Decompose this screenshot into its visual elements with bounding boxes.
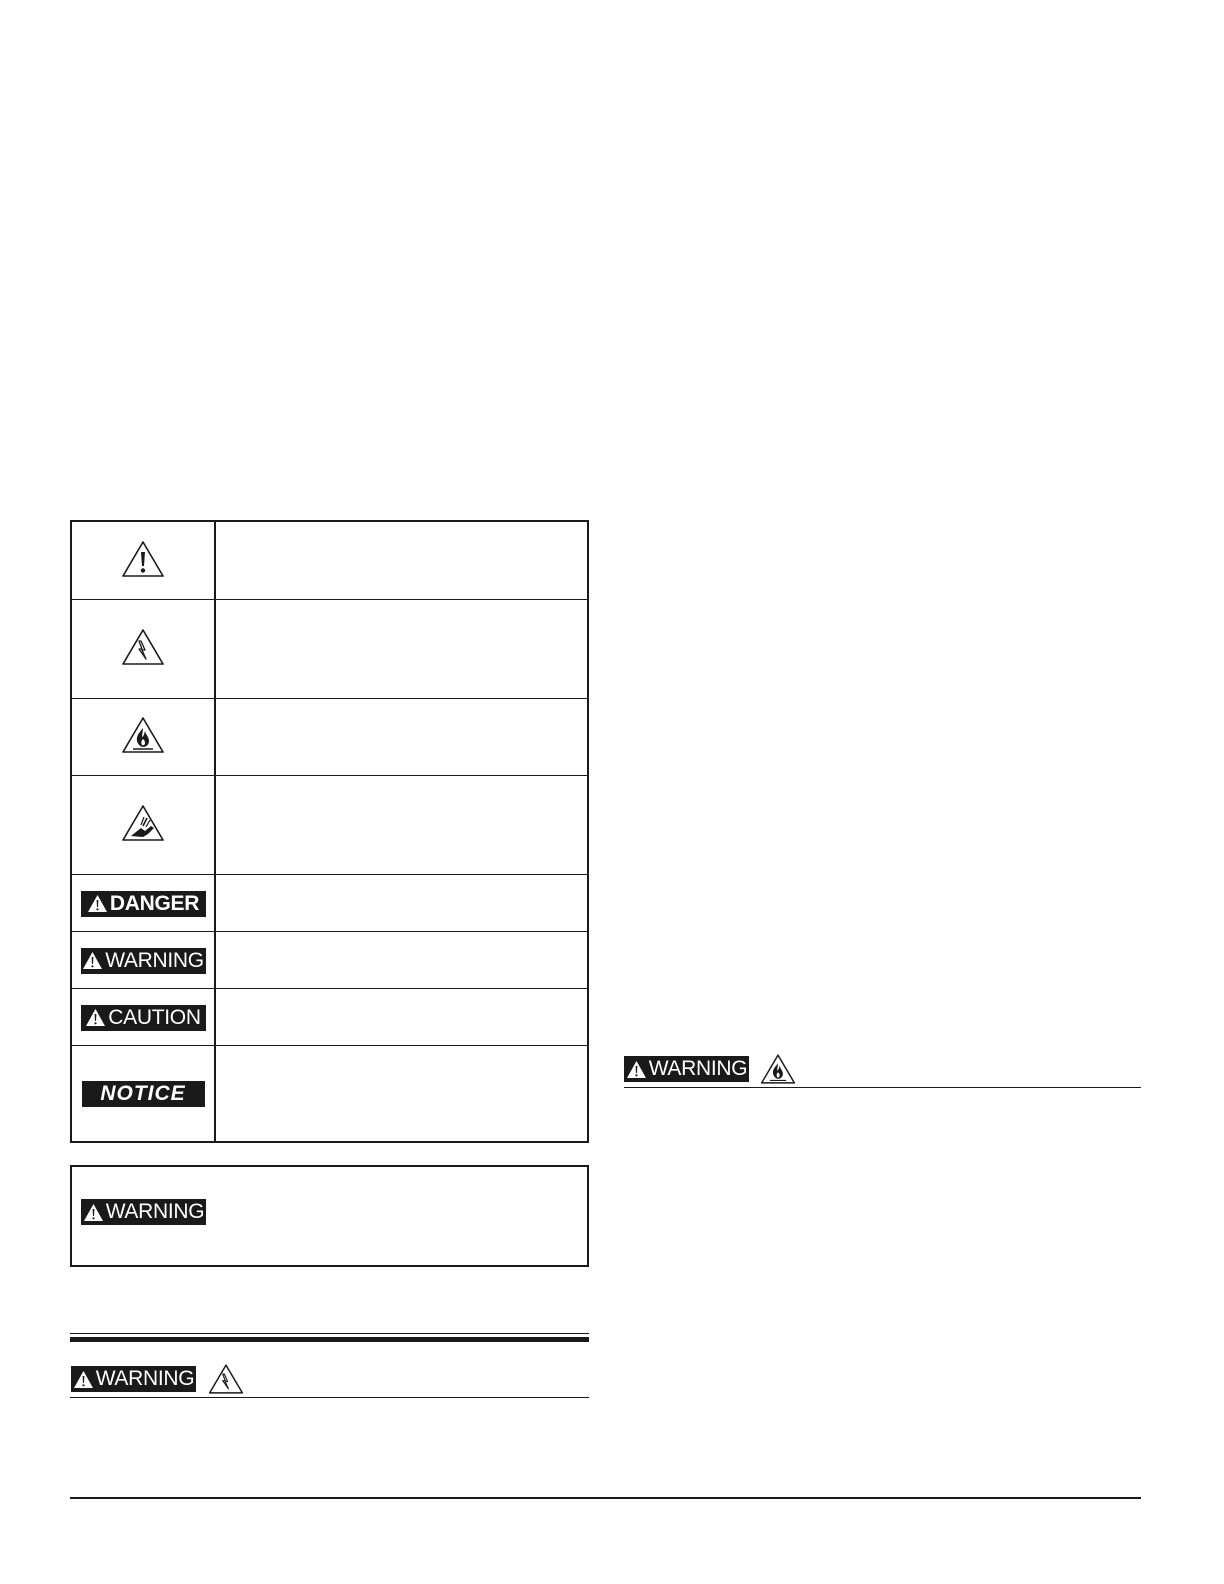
warning-signal-label: WARNING: [624, 1056, 749, 1082]
section-rule-thin: [70, 1333, 589, 1334]
warning-signal-label: WARNING: [81, 948, 206, 974]
notice-signal-label: NOTICE: [82, 1081, 205, 1107]
table-row: [72, 699, 587, 776]
table-description-cell: [216, 989, 587, 1046]
table-row: [72, 522, 587, 600]
warning-notice-box: [70, 1165, 589, 1267]
fire-hazard-icon: [760, 1053, 796, 1090]
table-description-cell: [216, 932, 587, 989]
table-description-cell: [216, 522, 587, 600]
safety-alert-icon: [73, 1370, 94, 1389]
caution-signal-label: CAUTION: [81, 1005, 206, 1031]
table-description-cell: [216, 600, 587, 699]
table-description-cell: [216, 699, 587, 776]
table-row: [72, 875, 587, 932]
heading-underline: [624, 1087, 1141, 1088]
fire-hazard-icon: [121, 716, 165, 759]
table-row: [72, 932, 587, 989]
safety-alert-icon: [121, 540, 165, 583]
safety-alert-icon: [85, 1008, 106, 1027]
injection-hazard-icon: [121, 804, 165, 847]
table-description-cell: [216, 875, 587, 932]
table-row: [72, 989, 587, 1046]
warning-signal-label: WARNING: [71, 1366, 196, 1392]
danger-signal-label: DANGER: [81, 891, 206, 917]
electrical-shock-hazard-icon: [121, 628, 165, 671]
table-row: [72, 1046, 587, 1141]
section-rule-thick: [70, 1337, 589, 1342]
electrical-shock-hazard-icon: [208, 1363, 244, 1400]
table-description-cell: [216, 1046, 587, 1141]
warning-signal-label: WARNING: [81, 1199, 206, 1225]
safety-alert-icon: [87, 894, 108, 913]
heading-underline: [70, 1397, 589, 1398]
safety-alert-icon: [83, 1203, 104, 1222]
table-row: [72, 776, 587, 875]
safety-alert-icon: [626, 1060, 647, 1079]
safety-symbols-table: [70, 520, 589, 1143]
table-description-cell: [216, 776, 587, 875]
safety-alert-icon: [82, 951, 103, 970]
footer-rule: [70, 1497, 1141, 1499]
table-row: [72, 600, 587, 699]
